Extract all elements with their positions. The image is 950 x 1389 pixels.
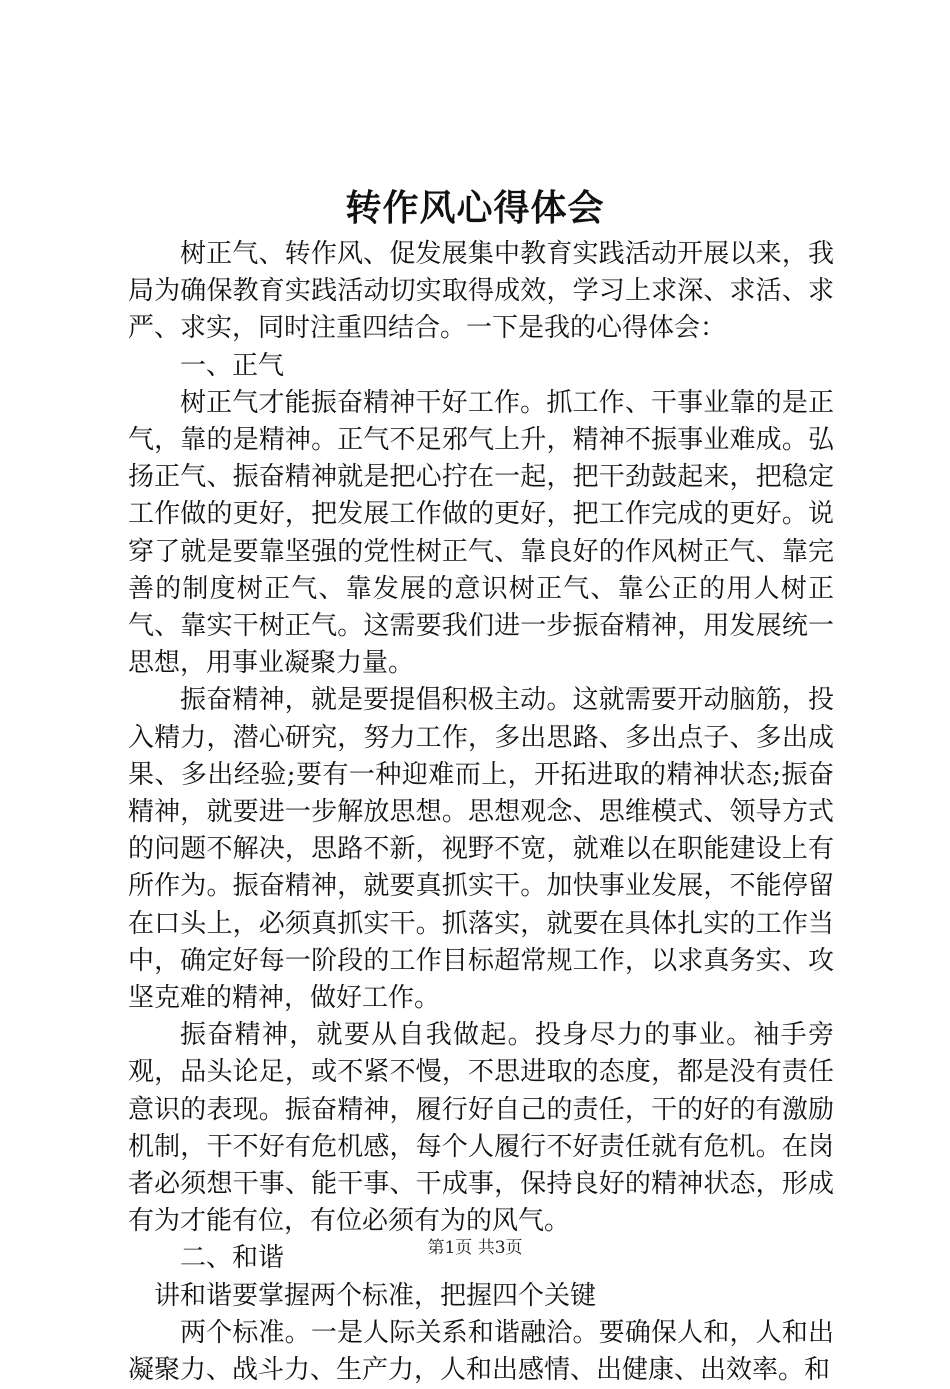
section-heading-zhengqi: 一、正气 [180, 350, 285, 381]
paragraph-zhengqi-1: 树正气才能振奋精神干好工作。抓工作、干事业靠的是正气，靠的是精神。正气不足邪气上升，精神不振事业难成。弘扬正气、振奋精神就是把心拧在一起，把干劲鼓起来，把稳定工作做的更好，把发展工作做的更好，把工作完成的更好。说穿了就是要靠坚强的党性树正气、靠良好的作风树正气、靠完善的制度树正气、靠发展的意识树正气、靠公正的用人树正气、靠实干树正气。这需要我们进一步振奋精神，用发展统一思想，用事业凝聚力量。 [128, 387, 834, 679]
paragraph-hexie-1: 两个标准。一是人际关系和谐融洽。要确保人和，人和出凝聚力、战斗力、生产力，人和出感情、出健康、出效率。和 [128, 1317, 834, 1386]
paragraph-zhengqi-3: 振奋精神，就要从自我做起。投身尽力的事业。袖手旁观，品头论足，或不紧不慢，不思进取的态度，都是没有责任意识的表现。振奋精神，履行好自己的责任，干的好的有激励机制，干不好有危机感，每个人履行不好责任就有危机。在岗者必须想干事、能干事、干成事，保持良好的精神状态，形成有为才能有位，有位必须有为的风气。 [128, 1020, 834, 1237]
page-footer: 第1页 共3页 [427, 1238, 523, 1258]
paragraph-zhengqi-2: 振奋精神，就是要提倡积极主动。这就需要开动脑筋，投入精力，潜心研究，努力工作，多出思路、多出点子、多出成果、多出经验;要有一种迎难而上，开拓进取的精神状态;振奋精神，就要进一步解放思想。思想观念、思维模式、领导方式的问题不解决，思路不新，视野不宽，就难以在职能建设上有所作为。振奋精神，就要真抓实干。加快事业发展，不能停留在口头上，必须真抓实干。抓落实，就要在具体扎实的工作当中，确定好每一阶段的工作目标超常规工作，以求真务实、攻坚克难的精神，做好工作。 [128, 685, 834, 1014]
paragraph-intro: 树正气、转作风、促发展集中教育实践活动开展以来，我局为确保教育实践活动切实取得成效，学习上求深、求活、求严、求实，同时注重四结合。一下是我的心得体会： [128, 239, 834, 344]
paragraph-hexie-lead: 讲和谐要掌握两个标准，把握四个关键 [154, 1280, 597, 1311]
document-title: 转作风心得体会 [345, 187, 605, 229]
section-heading-hexie: 二、和谐 [180, 1243, 285, 1274]
document-body [128, 236, 834, 1389]
